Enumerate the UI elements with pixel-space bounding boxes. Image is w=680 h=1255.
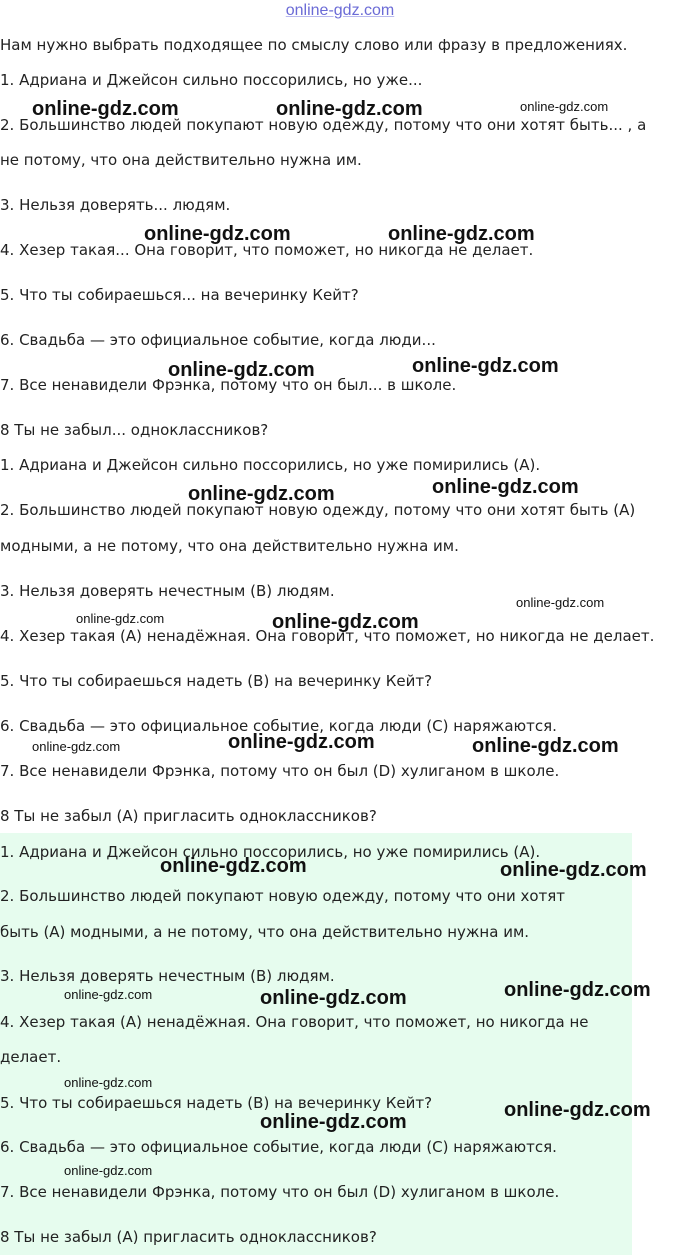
question-line: 7. Все ненавидели Фрэнка, потому что он был... в школе. xyxy=(0,376,457,394)
watermark: online-gdz.com xyxy=(500,859,647,881)
answer-line: модными, а не потому, что она действительно нужна им. xyxy=(0,537,459,555)
highlighted-answer-line: 8 Ты не забыл (A) пригласить одноклассников? xyxy=(0,1228,377,1246)
watermark: online-gdz.com xyxy=(520,99,609,114)
highlighted-answer-line: 1. Адриана и Джейсон сильно поссорились, но уже помирились (A). xyxy=(0,843,541,861)
answer-line: 4. Хезер такая (A) ненадёжная. Она говорит, что поможет, но никогда не делает. xyxy=(0,627,655,645)
watermark: online-gdz.com xyxy=(32,98,179,120)
highlighted-answer-line: 5. Что ты собираешься надеть (B) на вечеринку Кейт? xyxy=(0,1094,433,1112)
question-line: 8 Ты не забыл... одноклассников? xyxy=(0,421,269,439)
watermark: online-gdz.com xyxy=(260,1111,407,1133)
watermark: online-gdz.com xyxy=(272,611,419,633)
watermark: online-gdz.com xyxy=(516,595,605,610)
answer-line: 8 Ты не забыл (A) пригласить одноклассников? xyxy=(0,807,377,825)
question-line: 1. Адриана и Джейсон сильно поссорились, но уже... xyxy=(0,71,423,89)
watermark: online-gdz.com xyxy=(472,735,619,757)
watermark: online-gdz.com xyxy=(412,355,559,377)
watermark: online-gdz.com xyxy=(504,979,651,1001)
intro-text: Нам нужно выбрать подходящее по смыслу слово или фразу в предложениях. xyxy=(0,36,628,54)
watermark: online-gdz.com xyxy=(64,1163,153,1178)
answer-line: 1. Адриана и Джейсон сильно поссорились, но уже помирились (A). xyxy=(0,456,541,474)
highlighted-answer-line: быть (A) модными, а не потому, что она действительно нужна им. xyxy=(0,923,530,941)
watermark: online-gdz.com xyxy=(32,739,121,754)
watermark: online-gdz.com xyxy=(64,1075,153,1090)
header-watermark-link[interactable]: online-gdz.com xyxy=(285,2,395,19)
watermark: online-gdz.com xyxy=(76,611,165,626)
question-line: не потому, что она действительно нужна им. xyxy=(0,151,362,169)
watermark: online-gdz.com xyxy=(168,359,315,381)
watermark: online-gdz.com xyxy=(276,98,423,120)
highlighted-answer-line: 6. Свадьба — это официальное событие, когда люди (C) наряжаются. xyxy=(0,1138,557,1156)
highlighted-answer-line: 4. Хезер такая (A) ненадёжная. Она говорит, что поможет, но никогда не xyxy=(0,1013,589,1031)
highlighted-answer-line: 7. Все ненавидели Фрэнка, потому что он был (D) хулиганом в школе. xyxy=(0,1183,560,1201)
answer-line: 3. Нельзя доверять нечестным (B) людям. xyxy=(0,582,335,600)
question-line: 5. Что ты собираешься... на вечеринку Кейт? xyxy=(0,286,359,304)
answer-line: 7. Все ненавидели Фрэнка, потому что он был (D) хулиганом в школе. xyxy=(0,762,560,780)
watermark: online-gdz.com xyxy=(64,987,153,1002)
watermark: online-gdz.com xyxy=(504,1099,651,1121)
answer-line: 2. Большинство людей покупают новую одежду, потому что они хотят быть (A) xyxy=(0,501,636,519)
highlighted-answer-line: 2. Большинство людей покупают новую одежду, потому что они хотят xyxy=(0,887,566,905)
watermark: online-gdz.com xyxy=(432,476,579,498)
highlighted-answer-line: 3. Нельзя доверять нечестным (B) людям. xyxy=(0,967,335,985)
watermark: online-gdz.com xyxy=(388,223,535,245)
highlighted-answer-line: делает. xyxy=(0,1048,62,1066)
watermark: online-gdz.com xyxy=(228,731,375,753)
watermark: online-gdz.com xyxy=(188,483,335,505)
watermark: online-gdz.com xyxy=(144,223,291,245)
watermark: online-gdz.com xyxy=(260,987,407,1009)
answer-line: 6. Свадьба — это официальное событие, когда люди (C) наряжаются. xyxy=(0,717,557,735)
question-line: 3. Нельзя доверять... людям. xyxy=(0,196,231,214)
question-line: 4. Хезер такая... Она говорит, что поможет, но никогда не делает. xyxy=(0,241,534,259)
answer-line: 5. Что ты собираешься надеть (B) на вечеринку Кейт? xyxy=(0,672,433,690)
watermark: online-gdz.com xyxy=(160,855,307,877)
question-line: 6. Свадьба — это официальное событие, когда люди... xyxy=(0,331,436,349)
question-line: 2. Большинство людей покупают новую одежду, потому что они хотят быть... , а xyxy=(0,116,647,134)
